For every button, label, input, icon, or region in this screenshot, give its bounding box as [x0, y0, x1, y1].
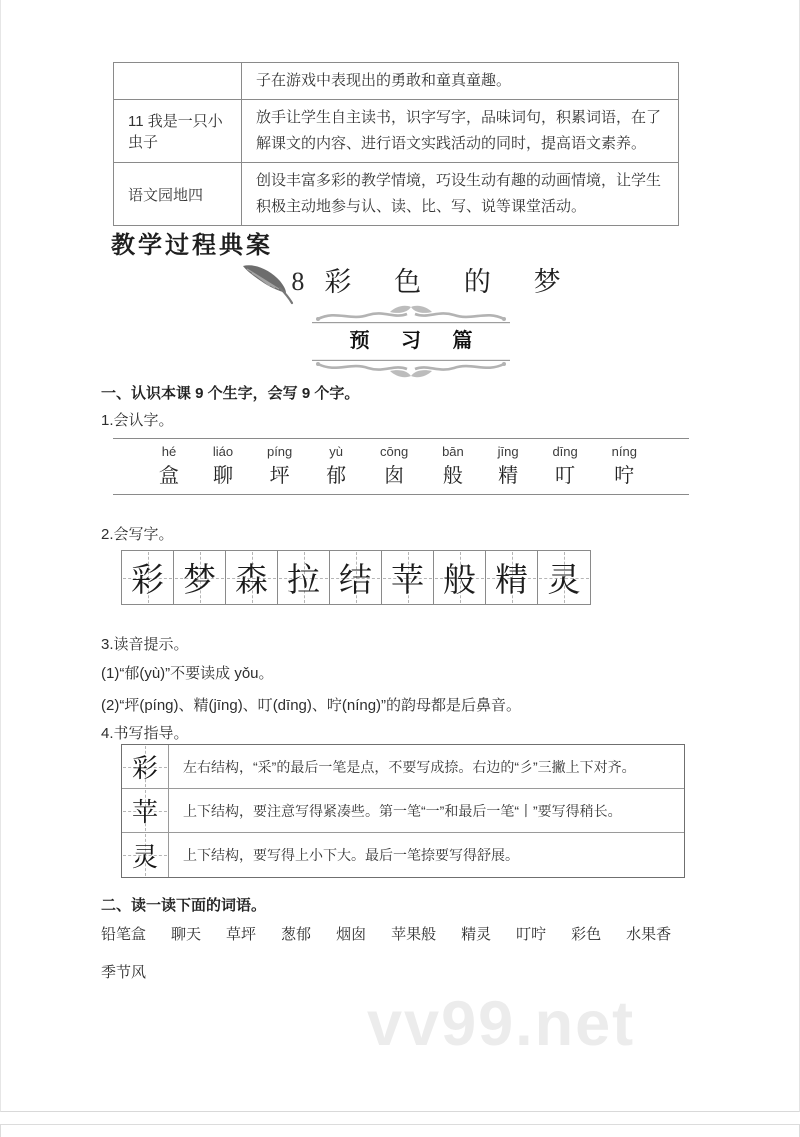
pinyin: bān — [442, 444, 464, 459]
hanzi: 盒 — [159, 463, 179, 487]
part-one-heading: 一、认识本课 9 个生字，会写 9 个字。 — [101, 385, 360, 402]
writing-guide-table — [121, 744, 685, 878]
hanzi: 般 — [442, 463, 463, 487]
hanzi: 囱 — [384, 463, 405, 487]
pinyin: níng — [611, 444, 637, 459]
pinyin-char-column — [442, 444, 464, 494]
table-row — [114, 63, 679, 100]
lesson-cell — [114, 100, 242, 163]
item-writing-guide-label: 4.书写指导。 — [101, 725, 189, 742]
table-row — [114, 163, 679, 226]
tianzige-cell — [538, 551, 590, 604]
lesson-title-row — [9, 258, 800, 302]
word: 烟囱 — [336, 926, 367, 943]
pinyin-char-column — [159, 444, 179, 494]
item-write-label: 2.会写字。 — [101, 526, 174, 543]
hanzi: 灵 — [131, 842, 158, 873]
flourish-ornament-icon — [312, 358, 510, 379]
next-page-edge — [0, 1124, 800, 1137]
description-text: 子在游戏中表现出的勇敢和童真童趣。 — [256, 72, 512, 89]
lesson-label: 11 我是一只小虫子 — [128, 113, 223, 151]
description-cell — [242, 100, 679, 163]
recognize-chars-box — [113, 438, 689, 495]
hanzi: 苹 — [131, 798, 158, 828]
hanzi: 苹 — [391, 560, 424, 599]
lesson-overview-table — [113, 62, 679, 226]
tianzige-cell — [122, 789, 169, 832]
tianzige-cell — [226, 551, 278, 604]
hanzi: 般 — [443, 560, 476, 599]
word: 水果香 — [626, 926, 672, 943]
description-text: 创设丰富多彩的教学情境，巧设生动有趣的动画情境，让学生积极主动地参与认、读、比、写、说等课堂活动。 — [256, 172, 662, 215]
watermark: vv99.net — [367, 989, 636, 1059]
lesson-label: 语文园地四 — [128, 186, 204, 204]
hanzi: 结 — [339, 560, 372, 599]
pinyin: jīng — [497, 444, 519, 459]
pinyin-char-column — [326, 444, 346, 494]
tianzige-cell — [174, 551, 226, 604]
tianzige-cell — [382, 551, 434, 604]
guide-row — [122, 789, 684, 833]
pinyin: liáo — [212, 444, 234, 459]
word: 苹果般 — [391, 926, 437, 943]
word: 铅笔盒 — [101, 926, 147, 943]
pinyin: yù — [329, 444, 343, 459]
hanzi: 彩 — [131, 560, 164, 599]
hanzi: 彩 — [131, 754, 158, 784]
pinyin: cōng — [380, 444, 409, 459]
pinyin-char-column — [612, 444, 637, 494]
lesson-number: 8 — [291, 267, 305, 296]
section-banner — [11, 304, 800, 379]
description-cell — [242, 163, 679, 226]
lesson-name: 彩 色 的 梦 — [324, 267, 579, 297]
guide-row — [122, 745, 684, 789]
banner-inner — [312, 304, 510, 379]
tianzige-cell — [122, 551, 174, 604]
word: 精灵 — [461, 926, 492, 943]
tianzige-cell — [278, 551, 330, 604]
hanzi: 叮 — [555, 463, 576, 487]
guide-row — [122, 833, 684, 877]
hanzi: 拉 — [287, 560, 320, 599]
hanzi: 梦 — [183, 560, 216, 599]
guide-tip: 上下结构，要注意写得紧凑些。第一笔“一”和最后一笔“丨”要写得稍长。 — [183, 802, 622, 819]
description-cell — [242, 63, 679, 100]
word-list-line2 — [101, 961, 146, 982]
hanzi: 郁 — [326, 463, 347, 487]
tianzige-cell — [486, 551, 538, 604]
hanzi: 森 — [235, 560, 268, 599]
write-chars-grid — [121, 550, 591, 605]
word: 季节风 — [101, 964, 147, 981]
guide-tip: 左右结构，“采”的最后一笔是点，不要写成捺。右边的“彡”三撇上下对齐。 — [183, 758, 636, 775]
doc-heading: 教学过程典案 — [111, 233, 273, 259]
table-row — [114, 100, 679, 163]
hanzi: 精 — [495, 560, 528, 599]
lesson-cell — [114, 163, 242, 226]
feather-quill-icon — [239, 262, 295, 306]
pronunciation-tip: (2)“坪(píng)、精(jīng)、叮(dīng)、咛(níng)”的韵母都是后鼻音。 — [101, 697, 522, 714]
part-two-heading: 二、读一读下面的词语。 — [101, 897, 267, 914]
hanzi: 坪 — [269, 463, 290, 487]
hanzi: 灵 — [547, 560, 581, 599]
pinyin-char-column — [380, 444, 408, 494]
pronunciation-tip: (1)“郁(yù)”不要读成 yǒu。 — [101, 665, 274, 682]
pinyin-char-column — [267, 444, 292, 494]
word: 彩色 — [571, 926, 602, 943]
pinyin-char-column — [552, 444, 577, 494]
pinyin-char-column — [498, 444, 519, 494]
pinyin: dīng — [552, 444, 578, 459]
banner-label: 预 习 篇 — [349, 330, 486, 352]
hanzi: 精 — [498, 463, 519, 487]
description-text: 放手让学生自主读书，识字写字，品味词句，积累词语，在了解课文的内容、进行语文实践活动的同时，提高语文素养。 — [256, 109, 662, 152]
word-list-line1 — [101, 923, 671, 944]
tianzige-cell — [330, 551, 382, 604]
hanzi: 咛 — [614, 463, 635, 487]
pinyin: píng — [266, 444, 293, 459]
tianzige-cell — [122, 745, 169, 788]
item-pronunciation-label: 3.读音提示。 — [101, 636, 189, 653]
item-recognize-label: 1.会认字。 — [101, 412, 174, 429]
word: 叮咛 — [516, 926, 547, 943]
tianzige-cell — [122, 833, 169, 877]
flourish-ornament-icon — [312, 304, 510, 325]
word: 草坪 — [226, 926, 257, 943]
tianzige-cell — [434, 551, 486, 604]
hanzi: 聊 — [212, 463, 233, 487]
pinyin-char-column — [213, 444, 233, 494]
pinyin: hé — [161, 444, 177, 459]
word: 聊天 — [171, 926, 202, 943]
guide-tip: 上下结构，要写得上小下大。最后一笔捺要写得舒展。 — [183, 847, 519, 863]
lesson-cell — [114, 63, 242, 100]
word: 葱郁 — [281, 926, 312, 943]
